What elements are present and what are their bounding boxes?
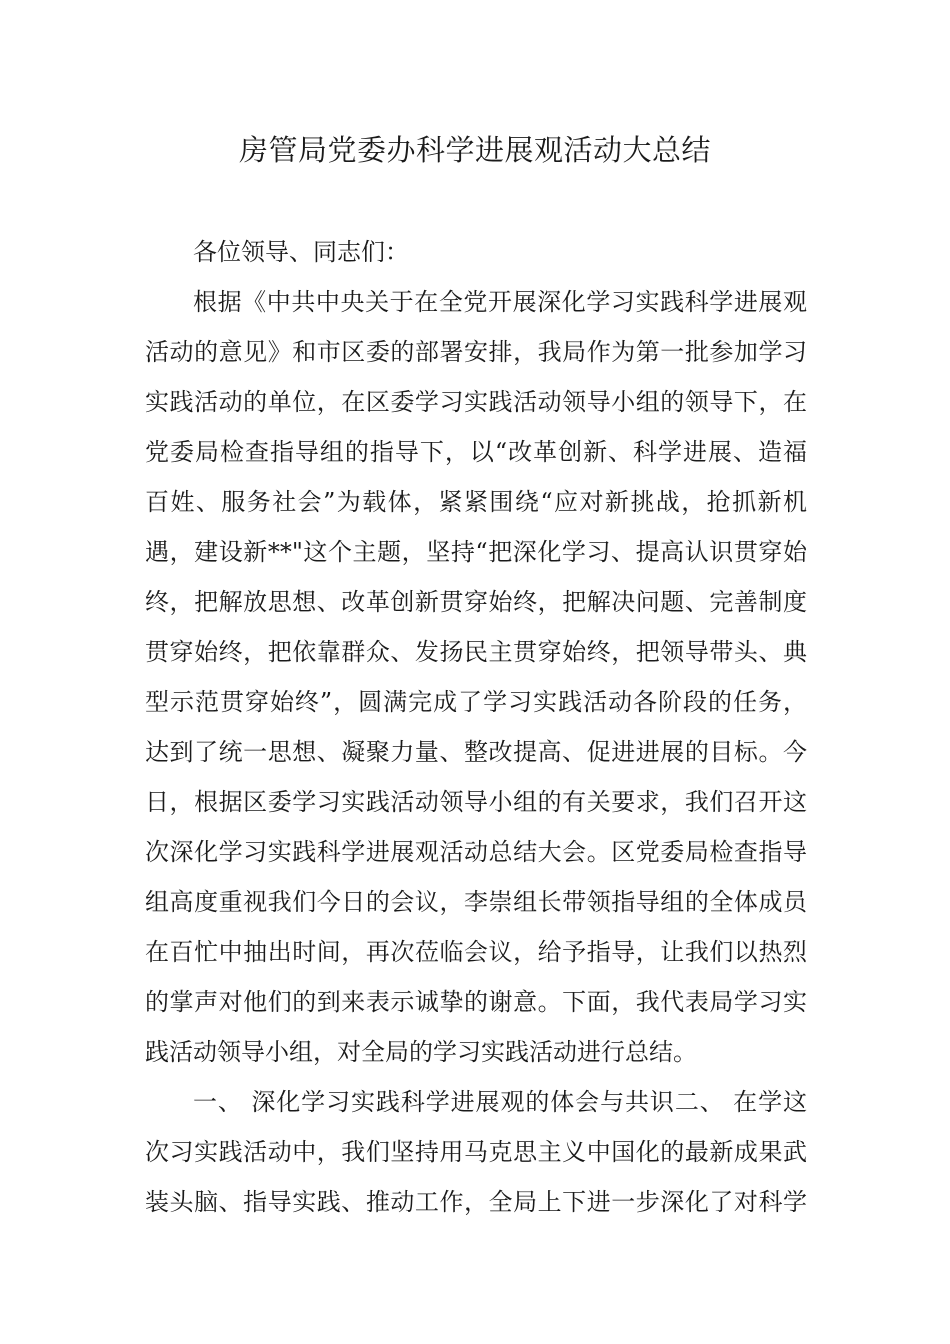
text-line: 实践活动的单位，在区委学习实践活动领导小组的领导下，在: [145, 388, 807, 416]
text-line: 的掌声对他们的到来表示诚挚的谢意。下面，我代表局学习实: [145, 988, 807, 1016]
text-line: 百姓、服务社会”为载体，紧紧围绕“应对新挑战，抢抓新机: [145, 488, 807, 516]
text-line: 装头脑、指导实践、推动工作，全局上下进一步深化了对科学: [145, 1188, 807, 1216]
document-title: 房管局党委办科学进展观活动大总结: [238, 133, 711, 167]
text-line: 终，把解放思想、改革创新贯穿始终，把解决问题、完善制度: [145, 588, 807, 616]
text-line: 型示范贯穿始终”，圆满完成了学习实践活动各阶段的任务，: [145, 688, 807, 716]
text-line: 根据《中共中央关于在全党开展深化学习实践科学进展观: [193, 288, 807, 316]
text-line: 活动的意见》和市区委的部署安排，我局作为第一批参加学习: [145, 338, 807, 366]
text-line: 遇，建设新**"这个主题，坚持“把深化学习、提高认识贯穿始: [145, 538, 807, 566]
text-line: 贯穿始终，把依靠群众、发扬民主贯穿始终，把领导带头、典: [145, 638, 807, 666]
text-line: 党委局检查指导组的指导下，以“改革创新、科学进展、造福: [145, 438, 807, 466]
text-line: 次习实践活动中，我们坚持用马克思主义中国化的最新成果武: [145, 1138, 807, 1166]
text-line: 组高度重视我们今日的会议，李崇组长带领指导组的全体成员: [145, 888, 807, 916]
text-line: 次深化学习实践科学进展观活动总结大会。区党委局检查指导: [145, 838, 807, 866]
document-body: [145, 227, 807, 1227]
text-line: 在百忙中抽出时间，再次莅临会议，给予指导，让我们以热烈: [145, 938, 807, 966]
text-line: 践活动领导小组，对全局的学习实践活动进行总结。: [145, 1038, 697, 1066]
text-line: 一、 深化学习实践科学进展观的体会与共识二、 在学这: [193, 1088, 807, 1116]
text-line: 达到了统一思想、凝聚力量、整改提高、促进进展的目标。今: [145, 738, 807, 766]
text-line: 各位领导、同志们：: [193, 238, 409, 266]
text-line: 日，根据区委学习实践活动领导小组的有关要求，我们召开这: [145, 788, 807, 816]
